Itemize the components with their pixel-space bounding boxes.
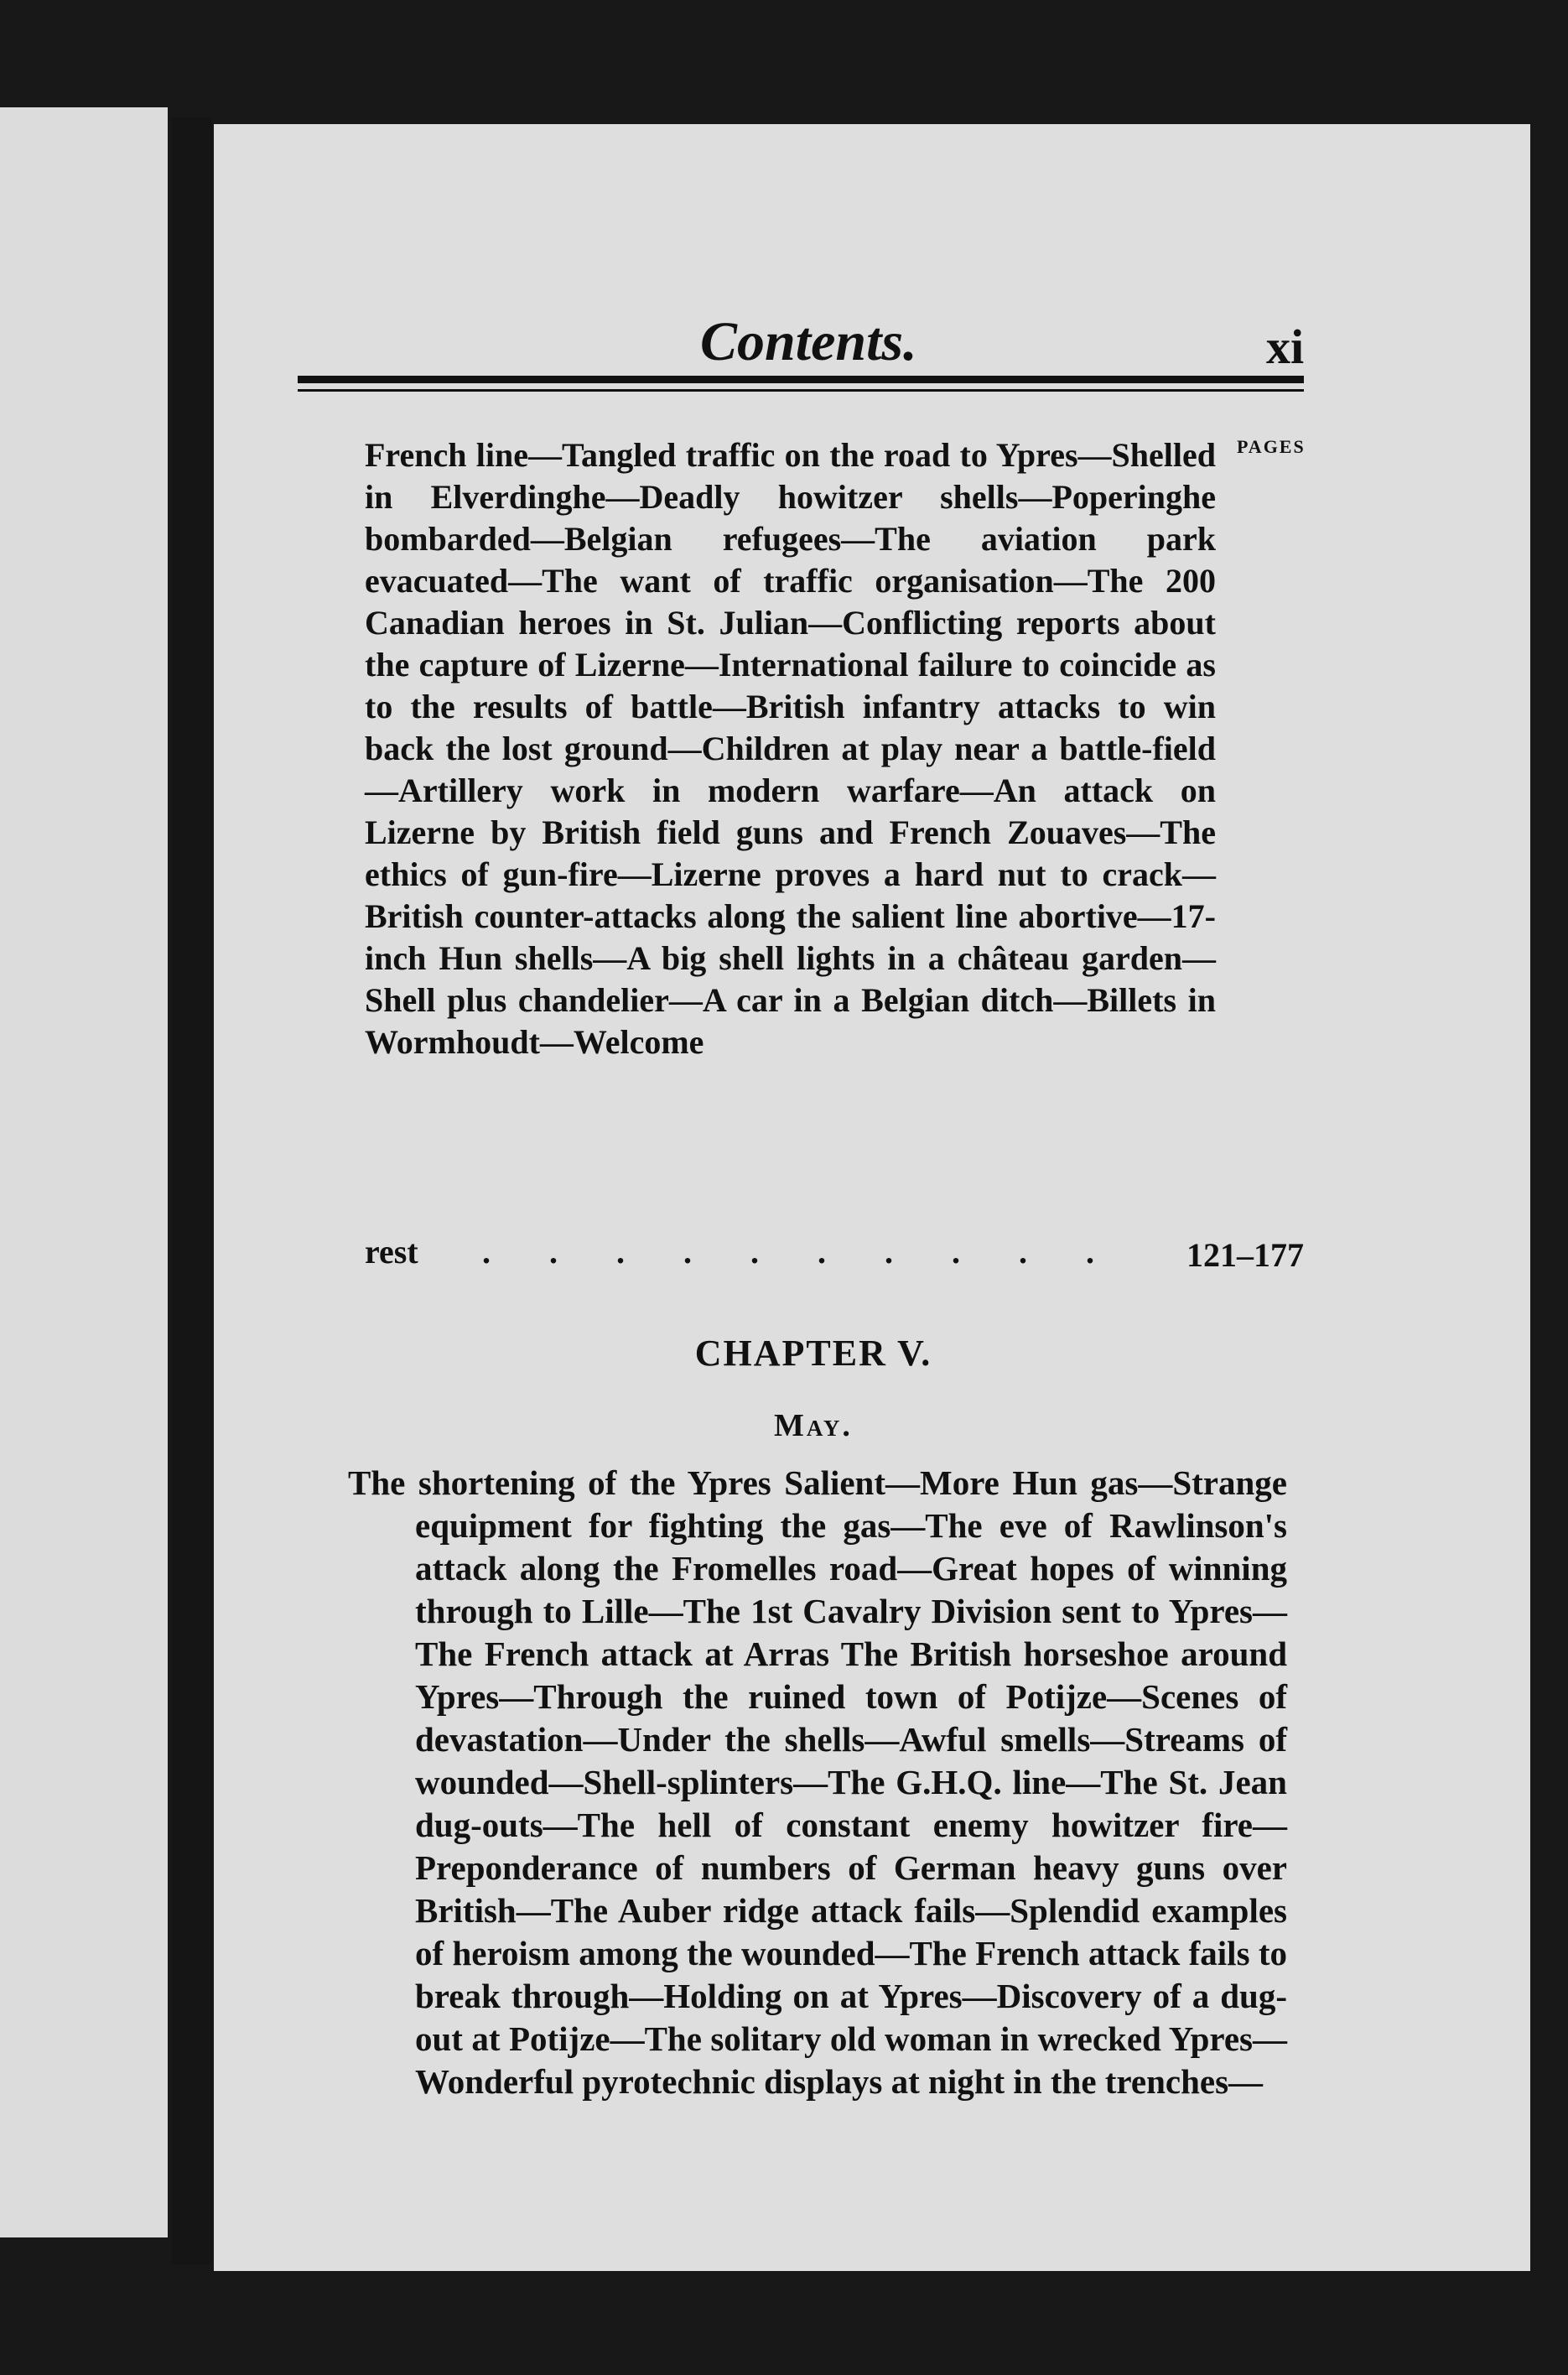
chapter-v-synopsis: The shortening of the Ypres Salient—More Hun gas—Strange equipment for fighting the gas—The eve of Rawlinson's attack along the Fromelles road—Great hopes of winning through to Lille—The 1st Cavalry Division sent to Ypres—The French attack at Arras The British horseshoe around Ypres—Through the ruined town of Potijze—Scenes of devastation—Under the shells—Awful smells—Streams of wounded—Shell-splinters—The G.H.Q. line—The St. Jean dug-outs—The hell of constant enemy howitzer fire—Preponderance of numbers of German heavy guns over British—The Auber ridge attack fails—Splendid examples of heroism among the wounded—The French attack fails to break through—Holding on at Ypres—Discovery of a dug-out at Potijze—The solitary old woman in wrecked Ypres—Wonderful pyrotechnic displays at night in the trenches— xyxy=(348,1463,1287,2101)
contents-entry-leader xyxy=(365,1231,1304,1273)
header-rule-thin xyxy=(298,389,1304,392)
contents-page xyxy=(214,124,1530,2271)
chapter-iv-synopsis: French line—Tangled traffic on the road to Ypres—Shelled in Elverdinghe—Deadly howitzer shells—Poperinghe bombarded—Belgian refugees—The aviation park evacuated—The want of traffic organisation—The 200 Canadian heroes in St. Julian—Conflicting reports about the capture of Lizerne—International failure to coincide as to the results of battle—British infantry attacks to win back the lost ground—Children at play near a battle-field—Artillery work in modern warfare—An attack on Lizerne by British field guns and French Zouaves—The ethics of gun-fire—Lizerne proves a hard nut to crack—British counter-attacks along the salient line abortive—17-inch Hun shells—A big shell lights in a château garden—Shell plus chandelier—A car in a Belgian ditch—Billets in Wormhoudt—Welcome xyxy=(365,436,1216,1061)
synopsis-last-word: rest xyxy=(365,1233,418,1271)
page-range: 121–177 xyxy=(1186,1236,1304,1274)
book-gutter xyxy=(172,117,212,2264)
running-title: Contents. xyxy=(700,311,917,372)
page-number: xi xyxy=(1266,320,1305,374)
header-rule-thick xyxy=(298,376,1304,383)
dot-leader: . . . . . . . . . . xyxy=(482,1233,1119,1271)
chapter-subtitle: May. xyxy=(774,1408,853,1443)
page-content xyxy=(214,124,1530,2271)
pages-column-label: PAGES xyxy=(1237,436,1306,457)
left-page-edge xyxy=(0,107,168,2237)
chapter-heading: CHAPTER V. xyxy=(694,1333,932,1374)
